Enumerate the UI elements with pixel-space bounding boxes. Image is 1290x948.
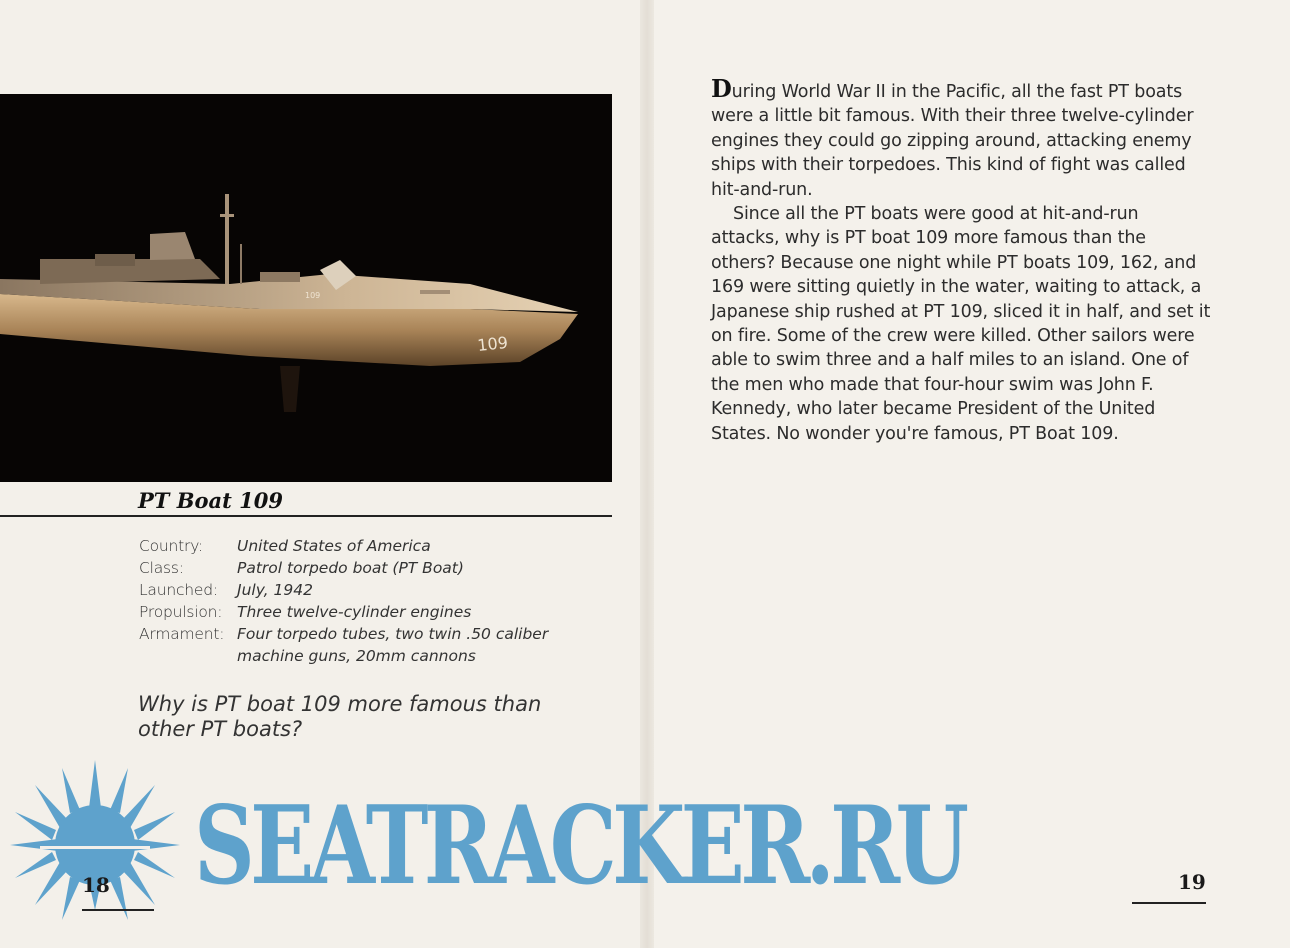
spec-row: [139, 557, 582, 579]
spec-row: [139, 623, 582, 667]
spec-table: [139, 535, 582, 667]
question-prompt: Why is PT boat 109 more famous than other PT boats?: [138, 692, 542, 741]
spec-value: Three twelve-cylinder engines: [237, 603, 472, 621]
page-number-rule-left: [82, 909, 154, 911]
paragraph-1: [711, 74, 1211, 202]
body-text: [711, 74, 1211, 446]
spec-label: Launched:: [139, 581, 218, 599]
spec-value: July, 1942: [237, 581, 313, 599]
spec-row: [139, 601, 582, 623]
caption-title: PT Boat 109: [138, 488, 283, 513]
watermark-text: [194, 783, 1182, 909]
page-number-left: 18: [82, 873, 110, 897]
spec-row: [139, 579, 582, 601]
watermark-label: SEATRACKER.RU: [194, 783, 965, 909]
spec-value: United States of America: [237, 537, 431, 555]
pt-boat-photo: [0, 94, 612, 482]
pt-boat-model-illustration: [0, 94, 612, 482]
caption-divider: [0, 515, 612, 517]
hull-number-bow: 109: [476, 332, 509, 355]
paragraph-1-text: uring World War II in the Pacific, all the fast PT boats were a little bit famous. With their three twelve-cylinder engines they could go zipping around, attacking enemy ships with their torpedoes. This kind of fight was called hit-and-run.: [711, 82, 1194, 200]
spec-value: Patrol torpedo boat (PT Boat): [237, 559, 464, 577]
hull-number-deck: 109: [305, 291, 321, 300]
spec-label: Armament:: [139, 625, 225, 643]
spec-label: Country:: [139, 537, 204, 555]
paragraph-2: Since all the PT boats were good at hit-and-run attacks, why is PT boat 109 more famous than the others? Because one night while PT boats 109, 162, and 169 were sitting quietly in the water, waiting to attack, a Japanese ship rushed at PT 109, sliced it in half, and set it on fire. Some of the crew were killed. Other sailors were able to swim three and a half miles to an island. One of the men who made that four-hour swim was John F. Kennedy, who later became President of the United States. No wonder you're famous, PT Boat 109.: [711, 204, 1211, 444]
page-number-right: 19: [1178, 870, 1206, 894]
spec-value: Four torpedo tubes, two twin .50 caliber machine guns, 20mm cannons: [237, 625, 549, 665]
dropcap: D: [711, 74, 732, 103]
spec-label: Class:: [139, 559, 184, 577]
spec-label: Propulsion:: [139, 603, 223, 621]
spec-row: [139, 535, 582, 557]
page-number-rule-right: [1132, 902, 1206, 904]
